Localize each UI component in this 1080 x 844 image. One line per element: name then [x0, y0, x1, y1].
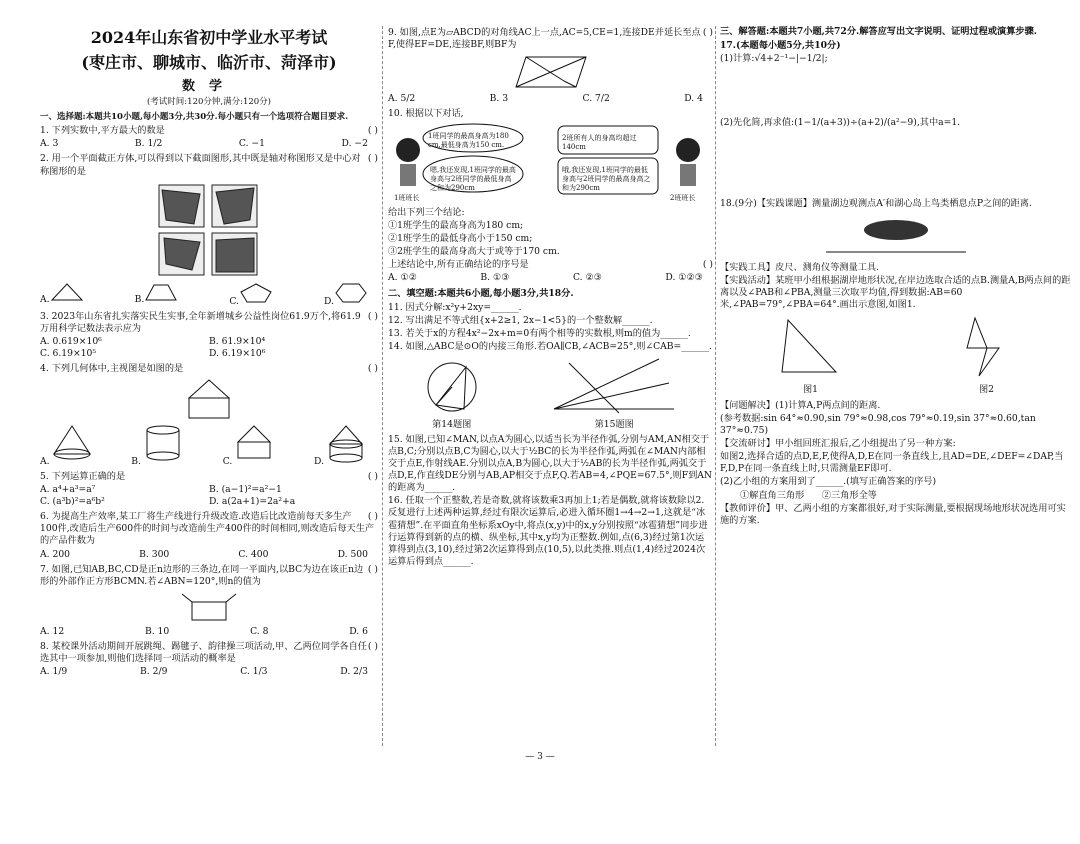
- fig14-caption: 第14题图: [432, 419, 472, 431]
- hexagon-shape: [334, 282, 368, 304]
- question-14: 14. 如图,△ABC是⊙O的内接三角形.若OA∥CB,∠ACB=25°,则∠CAB=______.: [388, 341, 712, 353]
- column-3: [720, 26, 1072, 746]
- question-18: 18.(9分)【实践课题】测量湖边观测点A′和湖心岛上鸟类栖息点P之间的距离.: [720, 197, 1032, 209]
- question-1: ( ) 1. 下列实数中,平方最大的数是: [40, 125, 378, 137]
- practice-activity: 【实践活动】某班甲小组根据湖岸地形状况,在岸边选取合适的点B.测量A,B两点间的距离以及∠PAB和∠PBA,测量三次取平均值,得到数据:AB=60米,∠PAB=79°,∠PBA=64°.画出示意图,如图1.: [720, 274, 1071, 311]
- question-6: ( ) 6. 为提高生产效率,某工厂将生产线进行升级改造.改造后比改造前每天多生产100件,改造后生产600件的时间与改造前生产400件的时间相同,则改造后每天生产的产品件数为: [40, 511, 378, 547]
- q10-conclusion-2: ②1班学生的最低身高小于150 cm;: [388, 232, 533, 244]
- parallelogram-figure: [506, 53, 596, 91]
- q10-ask: ( ) 上述结论中,所有正确结论的序号是: [388, 259, 713, 271]
- column-1: [40, 26, 378, 746]
- column-divider: [382, 26, 383, 746]
- cone-solid: [50, 424, 94, 464]
- triangle-shape: [50, 282, 84, 302]
- column-divider: [715, 26, 716, 746]
- question-5: ( ) 5. 下列运算正确的是: [40, 470, 378, 482]
- cube-sections-figure: [154, 180, 264, 280]
- question-18-2: (2)乙小组的方案用到了______.(填写正确答案的序号): [720, 476, 937, 488]
- plan-b: 如图2,选择合适的点D,E,F,使得A,D,E在同一条直线上,且AD=DE,∠DEF=∠DAP,当F,D,P在同一条直线上时,只需测量EF即可.: [720, 451, 1064, 475]
- question-4: ( ) 4. 下列几何体中,主视图是如图的是: [40, 363, 378, 375]
- q10-conclusion-3: ③2班学生的最高身高大于或等于170 cm.: [388, 246, 560, 258]
- front-view-figure: [184, 378, 234, 422]
- question-12: 12. 写出满足不等式组{x+2≥1, 2x−1<5}的一个整数解______.: [388, 314, 653, 326]
- q6-options: A. 200 B. 300 C. 400 D. 500: [40, 548, 368, 560]
- exam-title: 2024年山东省初中学业水平考试: [90, 28, 328, 47]
- question-17: 17.(本题每小题5分,共10分): [720, 40, 841, 52]
- question-17-1: (1)计算:√4+2⁻¹−|−1/2|;: [720, 53, 828, 65]
- q1-options: A. 3 B. 1/2 C. −1 D. −2: [40, 138, 368, 150]
- trapezoid-shape: [144, 282, 178, 302]
- cylinder-solid: [141, 424, 185, 464]
- question-15: 15. 如图,已知∠MAN,以点A为圆心,以适当长为半径作弧,分别与AM,AN相交于点B,C;分别以点B,C为圆心,以大于½BC的长为半径作弧,两弧在∠MAN内部相交于点E,作射线AE.分别以点A,B为圆心,以大于½AB的长为半径作弧,两弧交于点D,E,作直线DE分别与AB,AP相交于点F,Q.若AB=4,∠PQE=67.5°,则F到AN的距离为______.: [388, 433, 712, 494]
- q10-given: 给出下列三个结论:: [388, 206, 465, 218]
- problem-solving: 【问题解决】(1)计算A,P两点间的距离.: [720, 399, 881, 411]
- exam-meta: (考试时间:120分钟,满分:120分): [146, 96, 271, 107]
- question-17-2: (2)先化简,再求值:(1−1/(a+3))÷(a+2)/(a²−9),其中a=1.: [720, 117, 961, 129]
- q3-options: A. 0.619×10⁶ B. 61.9×10⁴ C. 6.19×10⁵ D. 6.19×10⁶: [40, 336, 266, 360]
- discussion: 【交流研讨】甲小组回班汇报后,乙小组提出了另一种方案:: [720, 437, 956, 449]
- fig2-caption: 图2: [978, 384, 995, 396]
- cone-on-cylinder-solid: [324, 424, 368, 464]
- q10-options: A. ①② B. ①③ C. ②③ D. ①②③: [388, 272, 703, 284]
- pentagon-shape: [239, 282, 273, 304]
- triangle-pab-figure: [776, 314, 846, 380]
- question-10: 10. 根据以下对话,: [388, 108, 464, 120]
- q2-options: A. B. C. D.: [40, 282, 378, 308]
- fig1-caption: 图1: [802, 384, 819, 396]
- exam-subtitle: (枣庄市、聊城市、临沂市、菏泽市): [81, 52, 337, 72]
- question-7: ( ) 7. 如图,已知AB,BC,CD是正n边形的三条边,在同一平面内,以BC为边在该正n边形的外部作正方形BCMN.若∠ABN=120°,则n的值为: [40, 563, 378, 587]
- practice-tools: 【实践工具】皮尺、测角仪等测量工具.: [720, 261, 880, 273]
- figures-1-2: [720, 314, 1072, 396]
- fig15-caption: 第15题图: [594, 419, 634, 431]
- lake-photo: [826, 212, 966, 260]
- q8-options: A. 1/9 B. 2/9 C. 1/3 D. 2/3: [40, 666, 368, 678]
- q4-options: A. B. C. D.: [40, 424, 378, 468]
- section-3-heading: 三、解答题:本题共7小题,共72分.解答应写出文字说明、证明过程或演算步骤.: [720, 26, 1037, 37]
- q9-options: A. 5/2 B. 3 C. 7/2 D. 4: [388, 93, 703, 105]
- cone-cylinder-solid: [232, 424, 276, 464]
- angle-construction-figure: [549, 355, 679, 415]
- q18-2-options: ①解直角三角形 ②三角形全等: [740, 489, 877, 501]
- congruent-triangles-figure: [957, 314, 1017, 380]
- teacher-evaluation: 【教师评价】甲、乙两小组的方案都很好,对于实际测量,要根据现场地形状况选用可实施的方案.: [720, 502, 1066, 526]
- question-8: ( ) 8. 某校课外活动期间开展跳绳、踢毽子、韵律操三项活动,甲、乙两位同学各自任选其中一项参加,则他们选择同一项活动的概率是: [40, 641, 378, 665]
- reference-data: (参考数据:sin 64°≈0.90,sin 79°≈0.98,cos 79°≈0.19,sin 37°≈0.60,tan 37°≈0.75): [720, 412, 1036, 436]
- question-16: 16. 任取一个正整数,若是奇数,就将该数乘3再加上1;若是偶数,就将该数除以2.反复进行上述两种运算,经过有限次运算后,必进入循环圈1→4→2→1,这就是“冰雹猜想”.在平面直角坐标系xOy中,将点(x,y)中的x,y分别按照“冰雹猜想”同步进行运算得到新的点的横、纵坐标,其中x,y均为正整数.例如,点(6,3)经过第1次运算得到点(3,10),经过第2次运算得到点(10,5),以此类推.则点(1,4)经过2024次运算后得到点______.: [388, 495, 708, 567]
- figures-14-15: [388, 355, 713, 431]
- question-3: ( ) 3. 2023年山东省扎实落实民生实事,全年新增城乡公益性岗位61.9万个,将61.9万用科学记数法表示应为: [40, 310, 378, 335]
- section-heading: 一、选择题:本题共10小题,每小题3分,共30分.每小题只有一个选项符合题目要求.: [40, 111, 349, 122]
- page-number: — 3 —: [525, 752, 555, 762]
- q5-options: A. a⁴+a³=a⁷ B. (a−1)²=a²−1 C. (a³b)²=a⁶b² D. a(2a+1)=2a²+a: [40, 483, 296, 508]
- question-2: ( ) 2. 用一个平面截正方体,可以得到以下截面图形,其中既是轴对称图形又是中心对称图形的是: [40, 153, 378, 177]
- polygon-square-figure: [174, 590, 244, 624]
- question-9: ( ) 9. 如图,点E为▱ABCD的对角线AC上一点,AC=5,CE=1,连接DE并延长至点F,使得EF=DE,连接BF,则BF为: [388, 27, 713, 51]
- q7-options: A. 12 B. 10 C. 8 D. 6: [40, 626, 368, 637]
- column-2: ( ) 9. 如图,点E为▱ABCD的对角线AC上一点,AC=5,CE=1,连接DE并延长至点F,使得EF=DE,连接BF,则BF为 A. 5/2 B. 3 C. 7/2 D. 4 10. 根据以下对话, 1班同学的最高身高为180 cm,最低身高为150 cm. 嗯,我还发现,1班同学的最高身高与2班同学的最低身高之和为290cm 2班所有人的身高均超过140cm 哦,我还发现,1班同学的最低身高与2班同学的最高身高之和为290cm 1班班长 2班班长 给出下列三个结论: ①1班学生的最高身高为180 cm; ②1班学生的最低身高小于150 cm; ③2班学生的最高身高大于或等于170 cm. ( ) 上述结论中,所有正确结论的序号是 A. ①② B. ①③ C. ②③ D. ①②③ 二、填空题:本题共6小题,每小题3分,共18分. 11. 因式分解:x²y+2xy=______. 12. 写出满足不等式组{x+2≥1, 2x−1<5}的一个整数解______. 13. 若关于x的方程4x²−2x+m=0有两个相等的实数根,则m的值为______. 14. 如图,△ABC是⊙O的内接三角形.若OA∥CB,∠ACB=25°,则∠CAB=______. 第14题图 第15题图 15. 如图,已知∠MAN,以点A为圆心,以适当长为半径作弧,分别与AM,AN相交于点B,C;分别以点B,C为圆心,以大于½BC的长为半径作弧,两弧在∠MAN内部相交于点E,作射线AE.分别以点A,B为圆心,以大于½AB的长为半径作弧,两弧交于点D,E,作直线DE分别与AB,AP相交于点F,Q.若AB=4,∠PQE=67.5°,则F到AN的距离为______. 16. 任取一个正整数,若是奇数,就将该数乘3再加上1;若是偶数,就将该数除以2.反复进行上述两种运算,经过有限次运算后,必进入循环圈1→4→2→1,这就是“冰雹猜想”.在平面直角坐标系xOy中,将点(x,y)中的x,y分别按照“冰雹猜想”同步进行运算得到新的点的横、纵坐标,其中x,y均为正整数.例如,点(6,3)经过第1次运算得到点(3,10),经过第2次运算得到点(10,5),以此类推.则点(1,4)经过2024次运算后得到点______.: [388, 27, 713, 567]
- question-13: 13. 若关于x的方程4x²−2x+m=0有两个相等的实数根,则m的值为______.: [388, 327, 691, 339]
- question-11: 11. 因式分解:x²y+2xy=______.: [388, 301, 522, 313]
- section-2-heading: 二、填空题:本题共6小题,每小题3分,共18分.: [388, 287, 574, 299]
- subject-title: 数学: [181, 78, 236, 94]
- circle-triangle-figure: [422, 359, 482, 415]
- q10-conclusion-1: ①1班学生的最高身高为180 cm;: [388, 219, 524, 231]
